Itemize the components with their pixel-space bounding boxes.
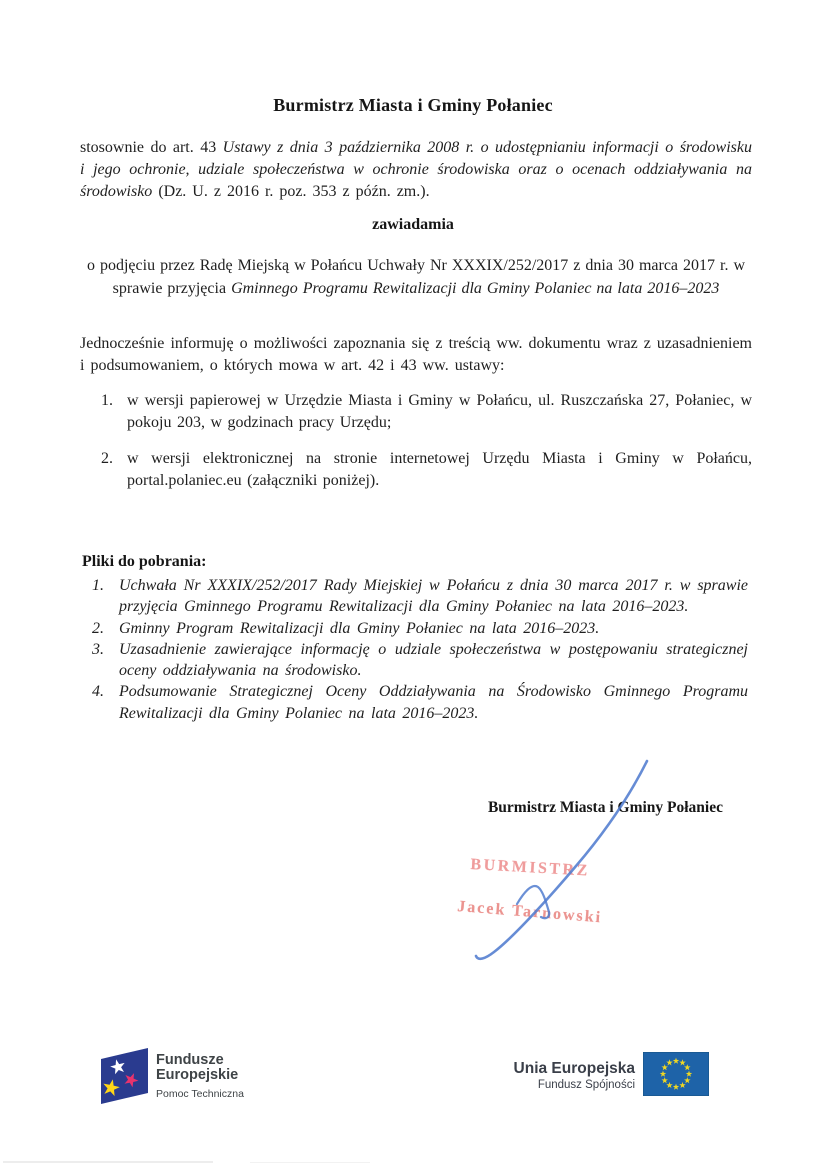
program-title-italic: Gminnego Programu Rewitalizacji dla Gminy Polaniec na lata 2016–2023 <box>231 279 720 297</box>
eu-funds-line3: Pomoc Techniczna <box>156 1088 244 1100</box>
download-item <box>82 681 748 724</box>
downloads-heading: Pliki do pobrania: <box>82 553 207 570</box>
eu-union-line2: Fundusz Spójności <box>537 1079 635 1091</box>
legal-basis-paragraph <box>80 137 752 203</box>
list-item-number: 1. <box>101 392 113 409</box>
signatory-printed-name: Burmistrz Miasta i Gminy Połaniec <box>487 799 723 816</box>
eu-funds-line1: Fundusze <box>156 1052 224 1068</box>
list-item <box>80 390 752 434</box>
download-item-number: 2. <box>92 619 104 637</box>
eu-union-line1: Unia Europejska <box>513 1060 635 1077</box>
downloads-list <box>82 575 748 724</box>
handwritten-signature <box>300 740 700 980</box>
stamp-person-name: Jacek Tarnowski <box>456 898 603 927</box>
download-item-text: Gminny Program Rewitalizacji dla Gminy Połaniec na lata 2016–2023. <box>119 619 600 637</box>
list-item-text: w wersji papierowej w Urzędzie Miasta i Gminy w Połańcu, ul. Ruszczańska 27, Połaniec, w pokoju 203, w godzinach pracy Urzędu; <box>127 392 752 431</box>
download-item-number: 4. <box>92 683 104 701</box>
document-title: Burmistrz Miasta i Gminy Połaniec <box>273 95 553 115</box>
access-list <box>80 390 752 492</box>
notify-word: zawiadamia <box>372 216 454 233</box>
list-item-text: w wersji elektronicznej na stronie internetowej Urzędu Miasta i Gminy w Połańcu, portal.polaniec.eu (załączniki poniżej). <box>127 450 752 489</box>
eu-union-logo-text <box>455 1060 635 1091</box>
download-item-text: Uzasadnienie zawierające informację o udziale społeczeństwa w postępowaniu strategicznej oceny oddziaływania na środowisko. <box>119 640 748 680</box>
resolution-paragraph <box>80 255 752 300</box>
download-item-number: 1. <box>92 577 104 594</box>
eu-funds-flag-logo <box>100 1047 149 1105</box>
download-item <box>82 639 748 682</box>
list-item-number: 2. <box>101 450 113 467</box>
download-item-text: Podsumowanie Strategicznej Oceny Oddziaływania na Środowisko Gminnego Programu Rewitalizacji dla Gminy Polaniec na lata 2016–2023. <box>119 683 748 722</box>
stamp-title-text: BURMISTRZ <box>470 856 591 880</box>
eu-flag <box>643 1052 709 1096</box>
download-item <box>82 618 748 639</box>
resolution-pre: o podjęciu przez Radę Miejską w Połańcu Uchwały Nr XXXIX/252/2017 z dnia 30 marca 2017 r. w sprawie przyjęcia <box>86 257 746 297</box>
legal-basis-pre: stosownie do art. 43 <box>80 139 223 156</box>
scan-artifact-line <box>3 1161 213 1163</box>
legal-basis-post: (Dz. U. z 2016 r. poz. 353 z późn. zm.). <box>152 183 430 200</box>
law-title-italic: Ustawy z dnia 3 października 2008 r. o udostępnianiu informacji o środowisku i jego ochronie, udziale społeczeństwa w ochronie środowiska oraz o ocenach oddziaływania na środowisko <box>80 139 753 200</box>
download-item-text: Uchwała Nr XXXIX/252/2017 Rady Miejskiej w Połańcu z dnia 30 marca 2017 r. w sprawie przyjęcia Gminnego Programu Rewitalizacji dla Gminy Połaniec na lata 2016–2023. <box>119 577 748 616</box>
list-item <box>80 448 752 492</box>
eu-funds-logo-text <box>156 1053 244 1100</box>
download-item-number: 3. <box>92 640 104 658</box>
eu-funds-line2: Europejskie <box>156 1066 239 1083</box>
scan-artifact-line <box>250 1162 370 1163</box>
info-paragraph: Jednocześnie informuję o możliwości zapoznania się z treścią ww. dokumentu wraz z uzasadnieniem i podsumowaniem, o których mowa w art. 42 i 43 ww. ustawy: <box>80 335 752 374</box>
download-item <box>82 575 748 618</box>
